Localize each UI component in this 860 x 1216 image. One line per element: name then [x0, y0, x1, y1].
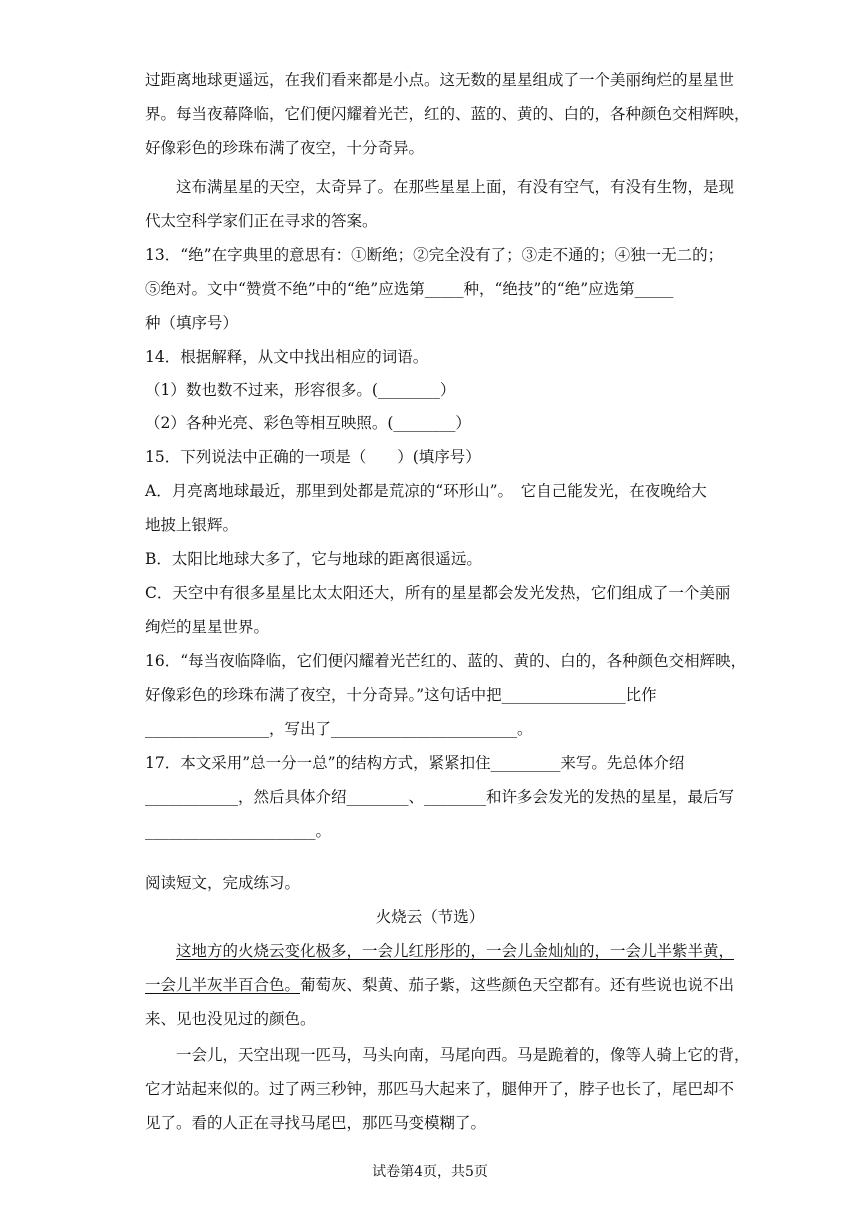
question-17-line: ____________，然后具体介绍________、________和许多会发光的发热的星星，最后写 — [145, 788, 735, 806]
passage-line: 好像彩色的珍珠布满了夜空，十分奇异。 — [145, 139, 425, 157]
passage-line — [145, 975, 734, 995]
question-15-option-a: A．月亮离地球最近，那里到处都是荒凉的“环形山”。 它自己能发光，在夜晚给大 — [145, 482, 707, 500]
passage-line: 过距离地球更遥远，在我们看来都是小点。这无数的星星组成了一个美丽绚烂的星星世 — [145, 71, 735, 89]
passage-line: 代太空科学家们正在寻求的答案。 — [145, 212, 378, 230]
question-15: 15．下列说法中正确的一项是（ ）(填序号） — [145, 448, 481, 466]
passage-line: 见了。看的人正在寻找马尾巴，那匹马变模糊了。 — [145, 1114, 487, 1132]
question-15-option-c-line: 绚烂的星星世界。 — [145, 618, 270, 636]
underlined-phrase: 一会儿半灰半百合色。 — [145, 976, 301, 994]
passage-text: 葡萄灰、梨黄、茄子紫，这些颜色天空都有。还有些说也说不出 — [300, 976, 735, 994]
question-13-line: ⑤绝对。文中“赞赏不绝”中的“绝”应选第_____种，“绝技”的“绝”应选第_____ — [145, 280, 674, 298]
question-15-option-b: B．太阳比地球大多了，它与地球的距离很遥远。 — [145, 550, 482, 568]
question-13-line: 种（填序号） — [145, 314, 239, 332]
passage-line: 它才站起来似的。过了两三秒钟，那匹马大起来了，腿伸开了，脖子也长了，尾巴却不 — [145, 1080, 735, 1098]
question-17-line: ______________________。 — [145, 822, 332, 840]
question-16-line: 好像彩色的珍珠布满了夜空，十分奇异。”这句话中把________________比作 — [145, 686, 657, 704]
question-14: 14．根据解释，从文中找出相应的词语。 — [145, 348, 429, 366]
section-instruction: 阅读短文，完成练习。 — [145, 874, 301, 892]
page-footer: 试卷第4页，共5页 — [372, 1164, 488, 1180]
passage-line-underlined: 这地方的火烧云变化极多，一会儿红彤彤的，一会儿金灿灿的，一会儿半紫半黄， — [176, 942, 735, 960]
question-15-option-a-line: 地披上银辉。 — [145, 516, 239, 534]
question-14-item-2: （2）各种光亮、彩色等相互映照。(________） — [145, 414, 471, 432]
passage-line: 这布满星星的天空，太奇异了。在那些星星上面，有没有空气，有没有生物，是现 — [176, 178, 735, 196]
question-14-item-1: （1）数也数不过来，形容很多。(________） — [145, 381, 456, 399]
passage-line: 一会儿，天空出现一匹马，马头向南，马尾向西。马是跪着的，像等人骑上它的背， — [176, 1046, 750, 1064]
question-17: 17．本文采用”总一分一总”的结构方式，紧紧扣住_________来写。先总体介绍 — [145, 754, 685, 772]
passage-title: 火烧云（节选） — [375, 908, 485, 926]
question-16: 16．“每当夜临降临，它们便闪耀着光芒红的、蓝的、黄的、白的，各种颜色交相辉映， — [145, 652, 747, 670]
question-15-option-c: C．天空中有很多星星比太太阳还大，所有的星星都会发光发热，它们组成了一个美丽 — [145, 584, 731, 602]
question-13: 13．“绝”在字典里的意思有：①断绝；②完全没有了；③走不通的；④独一无二的； — [145, 246, 724, 264]
passage-line: 界。每当夜幕降临，它们便闪耀着光芒，红的、蓝的、黄的、白的，各种颜色交相辉映， — [145, 105, 750, 123]
question-16-line: ________________，写出了________________________。 — [145, 720, 533, 738]
passage-line: 来、见也没见过的颜色。 — [145, 1010, 316, 1028]
